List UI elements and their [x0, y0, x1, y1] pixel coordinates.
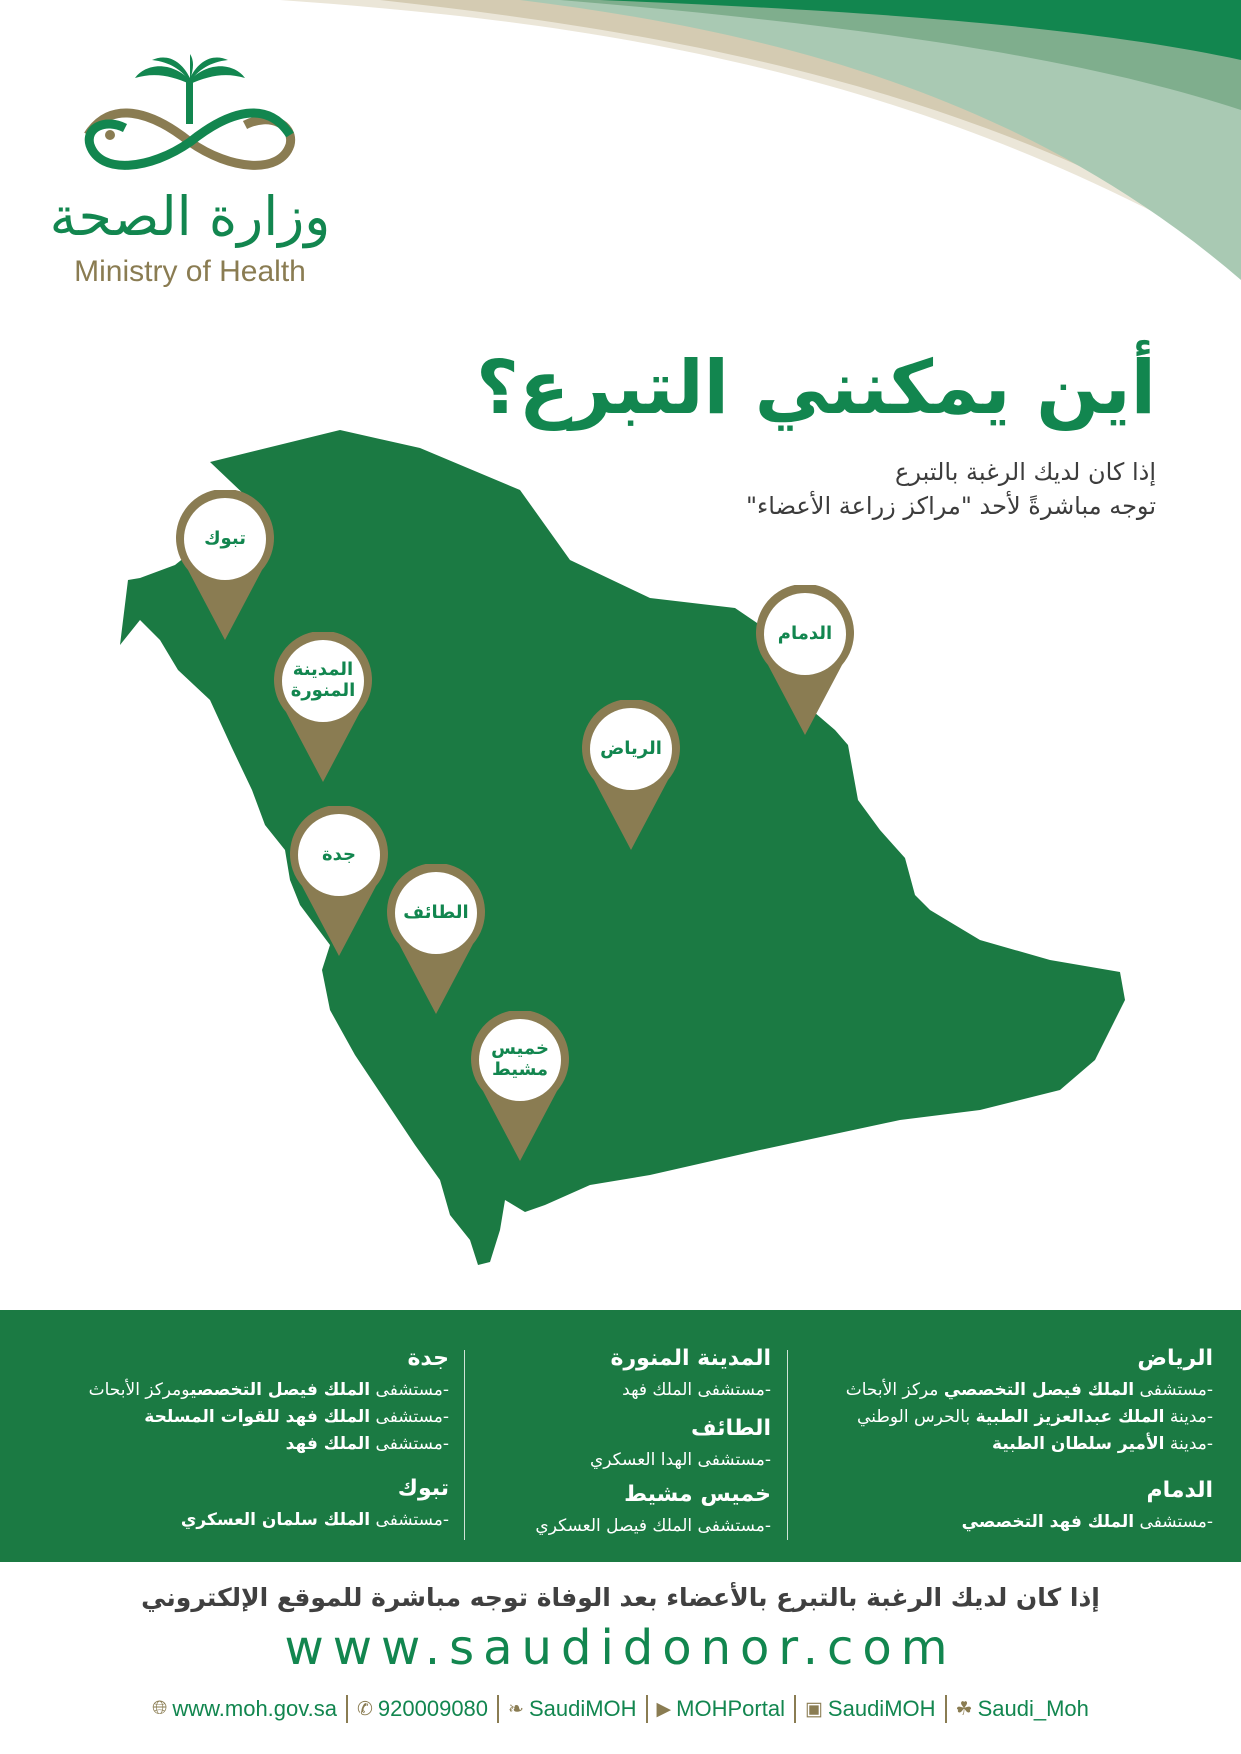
facebook-icon: ▣: [804, 1698, 823, 1720]
page-title: أين يمكنني التبرع؟: [475, 345, 1156, 431]
twitter-icon: ❧: [508, 1698, 524, 1720]
moh-logo: [40, 50, 340, 300]
youtube-icon: ▶: [656, 1698, 672, 1720]
contact-facebook[interactable]: ▣ SaudiMOH: [804, 1696, 936, 1721]
centers-column-madinah-taif-khamis: [471, 1344, 771, 1596]
map-pin-dammam: [756, 585, 854, 735]
contact-twitter[interactable]: ❧ SaudiMOH: [508, 1696, 637, 1721]
snapchat-icon: ☘: [955, 1698, 973, 1720]
hospital-item: -مستشفى الملك فهد للقوات المسلحة: [144, 1407, 449, 1427]
subtitle-line-2: توجه مباشرةً لأحد "مراكز زراعة الأعضاء": [745, 492, 1156, 520]
map-pin-label: خميس مشيط: [491, 1038, 549, 1080]
hospital-item: -مستشفى الملك سلمان العسكري: [180, 1510, 449, 1530]
map-pin-tabuk: [176, 490, 274, 640]
map-pin-label: المدينة المنورة: [290, 659, 356, 701]
map-pin-label: الدمام: [777, 622, 833, 644]
map-pin-label: الرياض: [600, 737, 662, 759]
hospital-item: -مستشفى الملك فهد: [622, 1380, 771, 1400]
centers-column-riyadh-dammam: [773, 1344, 1213, 1596]
globe-icon: 🌐︎: [152, 1698, 168, 1719]
hospital-item: -مدينة الملك عبدالعزيز الطبية بالحرس الوطني: [857, 1407, 1213, 1427]
logo-arabic-text: وزارة الصحة: [49, 185, 331, 248]
map-pin-khamis-mushait: [471, 1011, 569, 1161]
contact-snapchat[interactable]: ☘ Saudi_Moh: [955, 1696, 1089, 1721]
map-pin-label: جدة: [322, 843, 356, 865]
map-pin-label: الطائف: [403, 901, 469, 923]
phone-icon: ✆: [356, 1698, 373, 1720]
city-heading-khamis-mushait: خميس مشيط: [624, 1482, 771, 1507]
logo-english-text: Ministry of Health: [74, 255, 306, 288]
map-pin-madinah: [274, 632, 372, 782]
subtitle-line-1: إذا كان لديك الرغبة بالتبرع: [895, 458, 1156, 486]
contact-youtube[interactable]: ▶ MOHPortal: [656, 1696, 785, 1721]
map-pin-taif: [387, 864, 485, 1014]
hospital-item: -مدينة الأمير سلطان الطبية: [992, 1434, 1213, 1454]
city-heading-tabuk: تبوك: [397, 1476, 449, 1501]
city-heading-madinah: المدينة المنورة: [610, 1346, 771, 1371]
hospital-item: -مستشفى الملك فيصل التخصصيومركز الأبحاث: [88, 1380, 449, 1400]
palm-swords-emblem-icon: [40, 50, 340, 180]
column-divider: [464, 1350, 465, 1540]
hospital-item: -مستشفى الهدا العسكري: [589, 1450, 771, 1470]
city-heading-jeddah: جدة: [407, 1346, 449, 1371]
city-heading-riyadh: الرياض: [1137, 1346, 1213, 1371]
contact-phone[interactable]: ✆ 920009080: [356, 1696, 489, 1721]
city-heading-dammam: الدمام: [1146, 1478, 1213, 1503]
hospital-item: -مستشفى الملك فهد: [285, 1434, 449, 1454]
hospital-item: -مستشفى الملك فيصل العسكري: [535, 1516, 771, 1536]
column-divider: [787, 1350, 788, 1540]
contact-bar: [0, 1695, 1241, 1723]
donor-website-link[interactable]: www.saudidonor.com: [284, 1620, 957, 1676]
map-pin-label: تبوك: [204, 527, 246, 549]
contact-website[interactable]: 🌐︎ www.moh.gov.sa: [152, 1696, 337, 1721]
hospital-item: -مستشفى الملك فيصل التخصصي مركز الأبحاث: [845, 1380, 1213, 1400]
centers-column-jeddah-tabuk: [19, 1344, 449, 1596]
footer-note: إذا كان لديك الرغبة بالتبرع بالأعضاء بعد الوفاة توجه مباشرة للموقع الإلكتروني: [141, 1583, 1100, 1612]
map-pin-jeddah: [290, 806, 388, 956]
city-heading-taif: الطائف: [691, 1416, 771, 1441]
transplant-centers-panel: [0, 1310, 1241, 1562]
map-pin-riyadh: [582, 700, 680, 850]
hospital-item: -مستشفى الملك فهد التخصصي: [961, 1512, 1213, 1532]
